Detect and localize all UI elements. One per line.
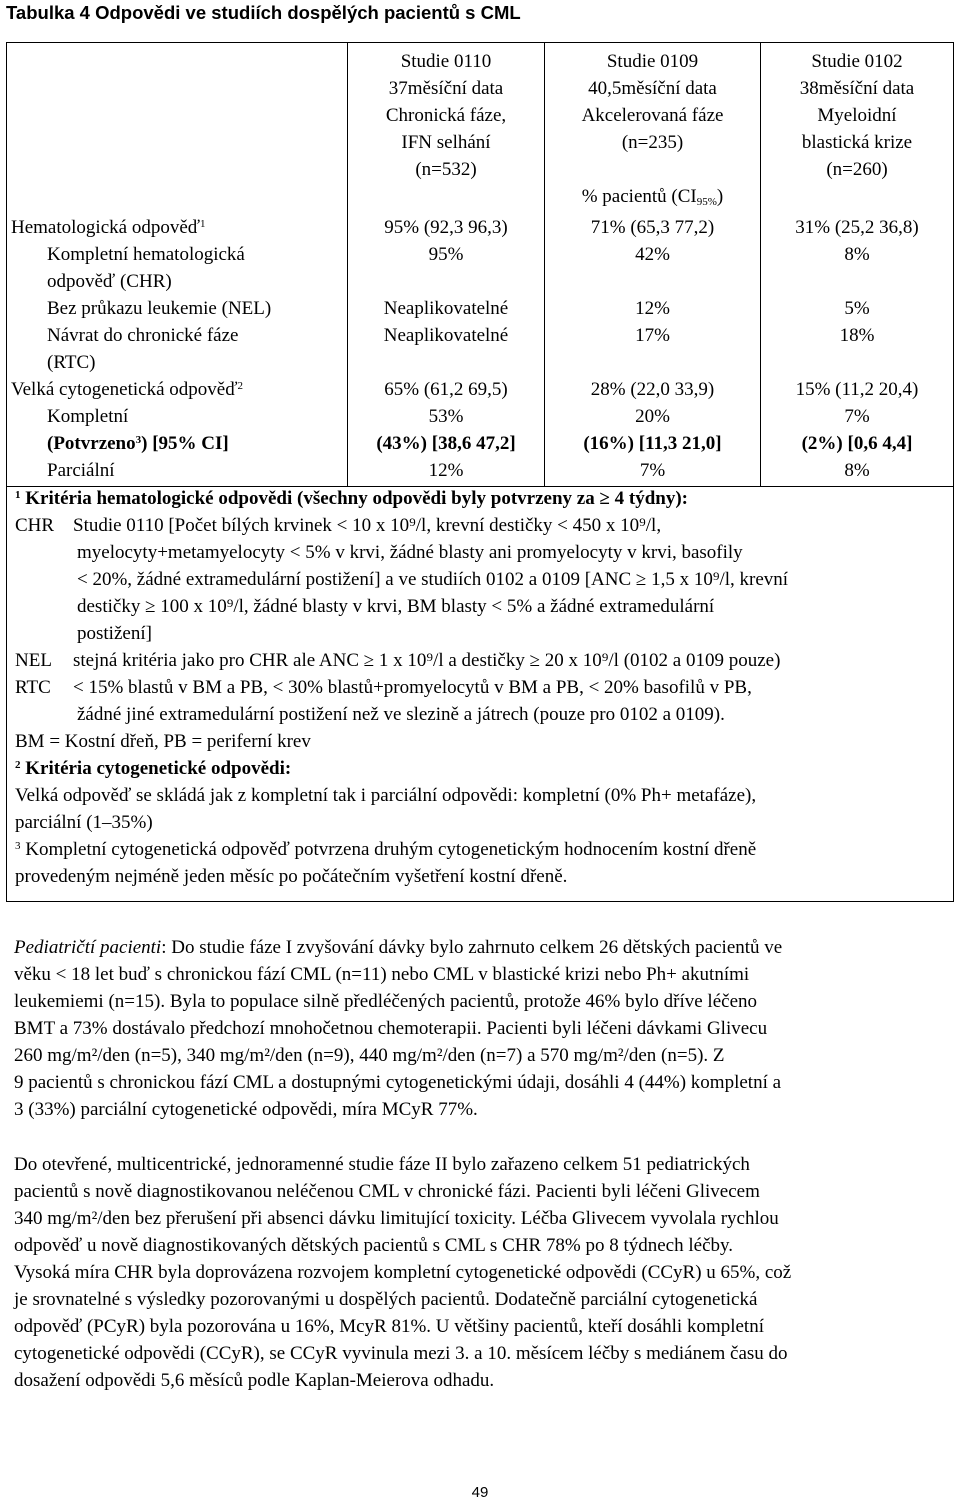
footnote-ref: 3 (15, 840, 21, 852)
subheader-prefix: % pacientů (CI (581, 186, 697, 207)
footnote-2-text: Kritéria cytogenetické odpovědi: (20, 758, 292, 779)
para-line: pacientů s nově diagnostikovanou neléčenou CML v chronické fázi. Pacienti byli léčeni Glivecem (14, 1181, 760, 1202)
value-cell: (2%) [0,6 4,4] (801, 433, 913, 454)
value-cell: 42% (635, 244, 670, 265)
header-line: 38měsíční data (799, 78, 915, 99)
subheader-suffix: ) (716, 186, 724, 207)
nel-def-text: stejná kritéria jako pro CHR ale ANC ≥ 1 x 10⁹/l a destičky ≥ 20 x 10⁹/l (0102 a 0109 pouze) (73, 650, 781, 671)
value-cell: Neaplikovatelné (383, 298, 509, 319)
spacer (761, 269, 953, 296)
para-line: je srovnatelné s výsledky pozorovanými u dospělých pacientů. Dodatečně parciální cytogenetická (14, 1289, 758, 1310)
hema-label (11, 215, 347, 242)
abbr-chr: CHR (15, 515, 55, 536)
footnote-1-text: Kritéria hematologické odpovědi (všechny odpovědi byly potvrzeny za ≥ 4 týdny): (20, 488, 688, 509)
chr-label: Kompletní hematologická (47, 244, 245, 265)
spacer (348, 269, 544, 296)
chr-def-text: Studie 0110 [Počet bílých krvinek < 10 x 10⁹/l, krevní destičky < 450 x 10⁹/l, (73, 515, 662, 536)
chr-def-line: myelocyty+metamyelocyty < 5% v krvi, žádné blasty ani promyelocyty v krvi, basofily (77, 542, 743, 563)
rtc-label-2: (RTC) (47, 352, 96, 373)
header-line: Studie 0110 (400, 51, 492, 72)
header-line: (n=260) (826, 159, 888, 180)
footnote-3-line: provedeným nejméně jeden měsíc po počátečním vyšetření kostní dřeně. (15, 866, 568, 887)
bm-definition: BM = Kostní dřeň, PB = periferní krev (15, 731, 311, 752)
para-line: odpověď (PCyR) byla pozorována u 16%, McyR 81%. U většiny pacientů, kteří dosáhli kompletní (14, 1316, 764, 1337)
para-line: BMT a 73% dostávalo předchozí mnohočetnou chemoterapii. Pacienti byli léčeni dávkami Glivecu (14, 1018, 768, 1039)
para-line: cytogenetické odpovědi (CCyR), se CCyR vyvinula mezi 3. a 10. měsícem léčby s mediánem času do (14, 1343, 788, 1364)
para-line: odpověď u nově diagnostikovaných dětských pacientů s CML s CHR 78% po 8 týdnech léčby. (14, 1235, 734, 1256)
value-cell: 15% (11,2 20,4) (795, 379, 919, 400)
header-line: Akcelerovaná fáze (581, 105, 724, 126)
value-cell: 18% (839, 325, 875, 346)
values-study-0110 (348, 215, 544, 485)
para-line: Vysoká míra CHR byla doprovázena rozvojem kompletní cytogenetické odpovědi (CCyR) u 65%, což (14, 1262, 792, 1283)
cyto-label (11, 377, 347, 404)
header-line: Chronická fáze, (385, 105, 507, 126)
header-line: 40,5měsíční data (588, 78, 717, 99)
header-line: blastická krize (801, 132, 913, 153)
header-study-0110 (348, 49, 544, 184)
complete-label: Kompletní (47, 406, 129, 427)
value-cell: 95% (92,3 96,3) (384, 217, 508, 238)
rtc-def-text: < 15% blastů v BM a PB, < 30% blastů+promyelocytů v BM a PB, < 20% basofilů v PB, (73, 677, 752, 698)
para-text: : Do studie fáze I zvyšování dávky bylo zahrnuto celkem 26 dětských pacientů ve (161, 937, 783, 958)
header-line: Myeloidní (817, 105, 897, 126)
para-italic: Pediatričtí pacienti (14, 937, 162, 958)
footnote-ref: 2 (237, 380, 243, 392)
value-cell: 7% (639, 460, 666, 481)
value-cell: 28% (22,0 33,9) (590, 379, 715, 400)
footnote-2-title (15, 756, 945, 783)
rtc-def-line: žádné jiné extramedulární postižení než ve slezině a játrech (pouze pro 0102 a 0109). (77, 704, 725, 725)
value-cell: 5% (844, 298, 870, 319)
abbr-nel: NEL (15, 650, 52, 671)
confirmed-text: (Potvrzeno (47, 433, 136, 454)
header-study-0102 (761, 49, 953, 184)
value-cell: 95% (428, 244, 464, 265)
value-cell: 71% (65,3 77,2) (590, 217, 715, 238)
value-cell: 53% (428, 406, 464, 427)
nel-definition (15, 648, 945, 675)
values-study-0102 (761, 215, 953, 485)
para-line (14, 935, 954, 962)
table-footnotes (15, 486, 945, 891)
header-line: (n=532) (415, 159, 477, 180)
subheader-sub: 95% (696, 196, 717, 208)
footnote-2-line: Velká odpověď se skládá jak z kompletní tak i parciální odpovědi: kompletní (0% Ph+ metafáze), (15, 785, 757, 806)
spacer (348, 350, 544, 377)
footnote-ref: 2 (15, 759, 21, 771)
header-line: (n=235) (621, 132, 684, 153)
nel-label: Bez průkazu leukemie (NEL) (47, 298, 272, 319)
para-line: dosažení odpovědi 5,6 měsíců podle Kaplan-Meierova odhadu. (14, 1370, 495, 1391)
value-cell: (43%) [38,6 47,2] (376, 433, 516, 454)
confirmed-ci: ) [95% CI] (141, 433, 229, 454)
rtc-definition (15, 675, 945, 702)
value-cell: 12% (428, 460, 464, 481)
rtc-label: Návrat do chronické fáze (47, 325, 239, 346)
cyto-label-text: Velká cytogenetická odpověď (11, 379, 238, 400)
subheader-ci (545, 184, 760, 211)
value-cell: 8% (844, 244, 870, 265)
value-cell: 31% (25,2 36,8) (795, 217, 919, 238)
para-line: 3 (33%) parciální cytogenetické odpovědi, míra MCyR 77%. (14, 1099, 478, 1120)
value-cell: Neaplikovatelné (383, 325, 509, 346)
confirmed-label (11, 431, 347, 458)
spacer (761, 350, 953, 377)
value-cell: 8% (844, 460, 870, 481)
footnote-ref: 1 (200, 218, 206, 230)
header-line: Studie 0102 (811, 51, 903, 72)
header-line: 37měsíční data (388, 78, 504, 99)
value-cell: 17% (635, 325, 670, 346)
values-study-0109 (545, 215, 760, 485)
chr-label-2: odpověď (CHR) (47, 271, 172, 292)
header-study-0109 (545, 49, 760, 211)
value-cell: 65% (61,2 69,5) (384, 379, 508, 400)
para-line: Do otevřené, multicentrické, jednoramenné studie fáze II bylo zařazeno celkem 51 pediatrických (14, 1154, 750, 1175)
para-line: 260 mg/m²/den (n=5), 340 mg/m²/den (n=9), 440 mg/m²/den (n=7) a 570 mg/m²/den (n=5). Z (14, 1045, 725, 1066)
abbr-rtc: RTC (15, 677, 51, 698)
footnote-3 (15, 837, 945, 864)
partial-label: Parciální (47, 460, 115, 481)
spacer (545, 350, 760, 377)
chr-definition (15, 513, 945, 540)
para-line: 340 mg/m²/den bez přerušení při absenci dávku limitující toxicity. Léčba Glivecem vyvolala rychlou (14, 1208, 779, 1229)
para-line: věku < 18 let buď s chronickou fází CML (n=11) nebo CML v blastické krizi nebo Ph+ akutními (14, 964, 750, 985)
paragraph-pediatric (14, 935, 954, 1124)
header-line: IFN selhání (401, 132, 491, 153)
spacer (545, 269, 760, 296)
footnote-3-text: Kompletní cytogenetická odpověď potvrzena druhým cytogenetickým hodnocením kostní dřeně (20, 839, 757, 860)
para-line: 9 pacientů s chronickou fází CML a dostupnými cytogenetickými údaji, dosáhli 4 (44%) kompletní a (14, 1072, 782, 1093)
para-line: leukemiemi (n=15). Byla to populace silně předléčených pacientů, protože 46% bylo dříve léčeno (14, 991, 758, 1012)
page-number: 49 (471, 1484, 489, 1501)
footnote-ref: 1 (15, 489, 21, 501)
footnote-1-title (15, 486, 945, 513)
paragraph-phase-ii (14, 1152, 954, 1395)
value-cell: 7% (844, 406, 870, 427)
hema-label-text: Hematologická odpověď (11, 217, 201, 238)
table-title: Tabulka 4 Odpovědi ve studiích dospělých pacientů s CML (6, 2, 521, 23)
value-cell: (16%) [11,3 21,0] (583, 433, 722, 454)
footnote-2-line: parciální (1–35%) (15, 812, 153, 833)
results-table (6, 42, 954, 902)
chr-def-line: < 20%, žádné extramedulární postižení] a ve studiích 0102 a 0109 [ANC ≥ 1,5 x 10⁹/l, krevní (77, 569, 789, 590)
value-cell: 20% (635, 406, 670, 427)
header-line: Studie 0109 (606, 51, 699, 72)
chr-def-line: destičky ≥ 100 x 10⁹/l, žádné blasty v krvi, BM blasty < 5% a žádné extramedulární (77, 596, 715, 617)
row-labels (11, 215, 347, 485)
value-cell: 12% (635, 298, 670, 319)
chr-def-line: postižení] (77, 623, 152, 644)
footnote-ref: 3 (135, 434, 142, 446)
